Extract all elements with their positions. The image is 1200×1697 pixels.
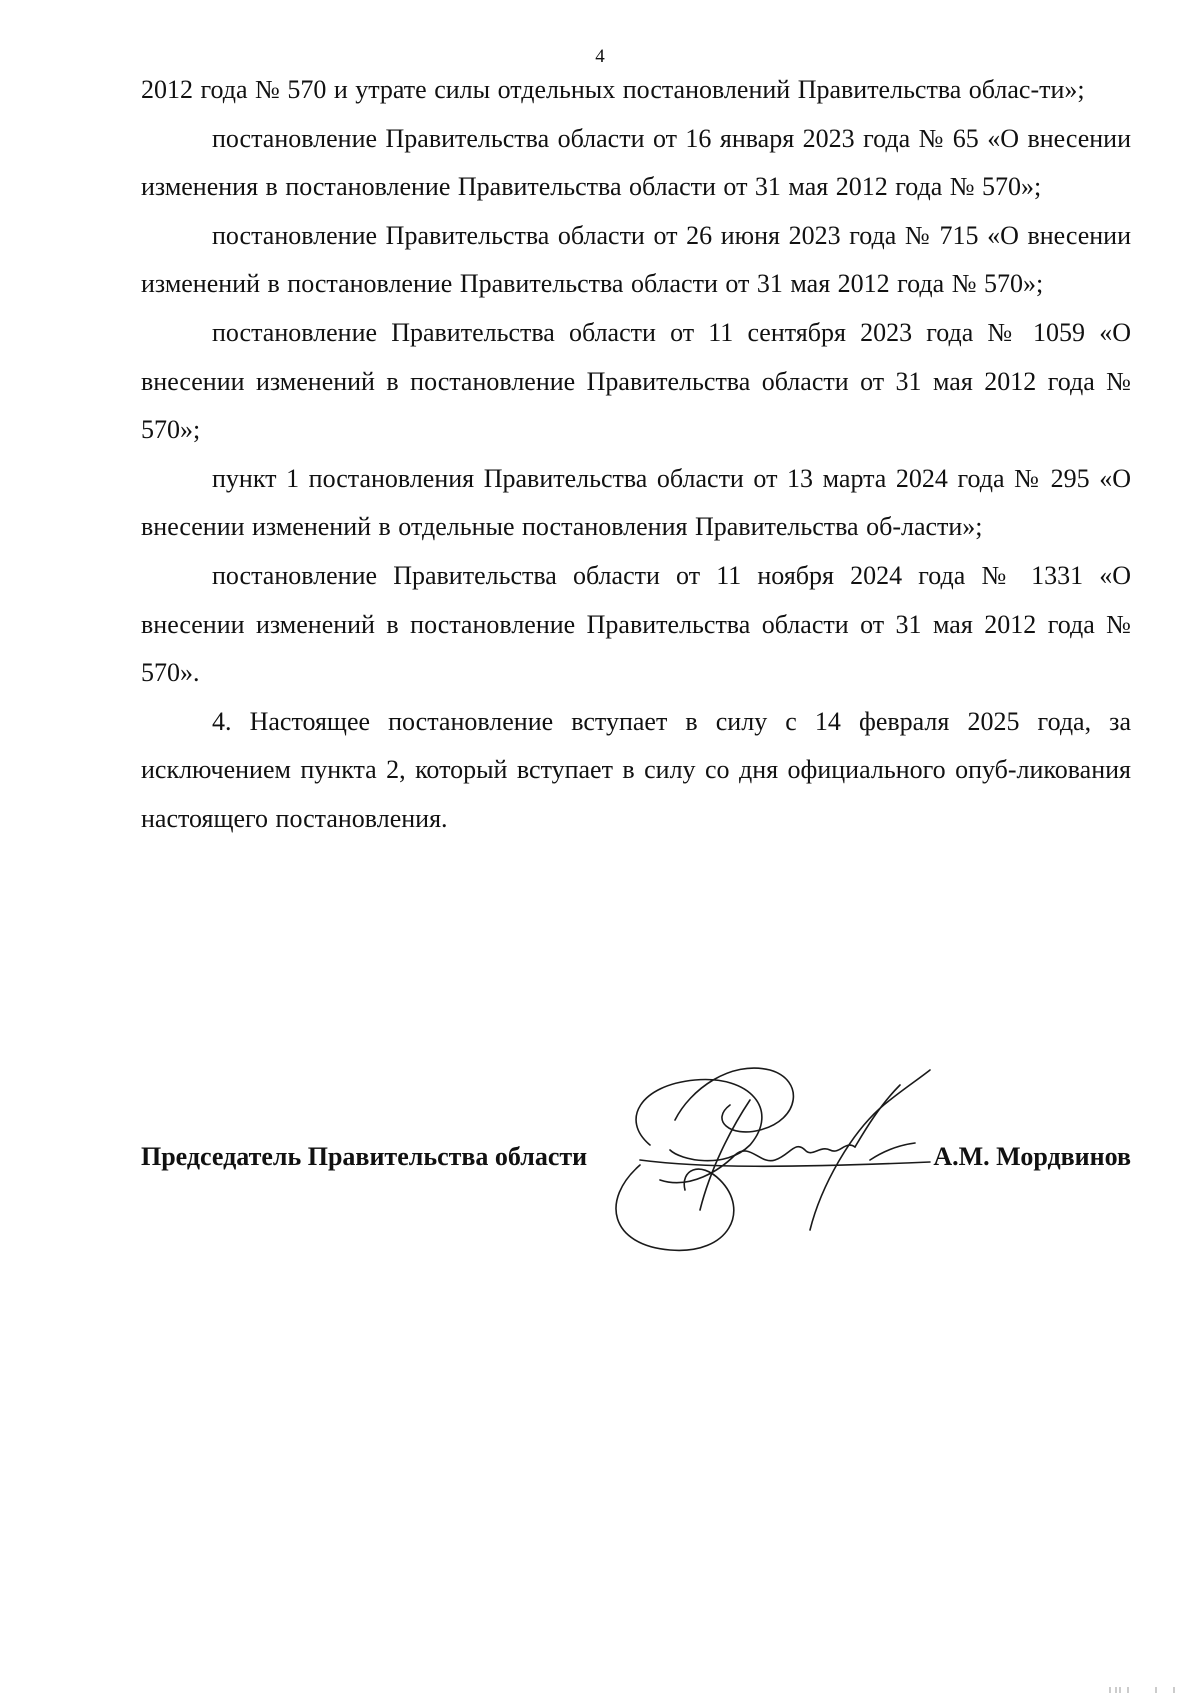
paragraph-clause-mar-2024: пункт 1 постановления Правительства области от 13 марта 2024 года № 295 «О внесении изменений в отдельные постановления Правительства об-ласти»; (141, 463, 1131, 542)
paragraph-resolution-jan-2023: постановление Правительства области от 16 января 2023 года № 65 «О внесении изменения в постановление Правительства области от 31 мая 2012 года № 570»; (141, 123, 1131, 202)
document-body (141, 66, 1131, 844)
signatory-name: А.М. Мордвинов (933, 1142, 1131, 1171)
paragraph-resolution-nov-2024: постановление Правительства области от 11 ноября 2024 года № 1331 «О внесении изменений в постановление Правительства области от 31 мая 2012 года № 570». (141, 560, 1131, 688)
signatory-title: Председатель Правительства области (141, 1142, 588, 1171)
handwritten-signature (600, 1050, 960, 1270)
paragraph-item-4-effective-date: 4. Настоящее постановление вступает в силу с 14 февраля 2025 года, за исключением пункта 2, который вступает в силу со дня официального опуб-ликования настоящего постановления. (141, 706, 1131, 833)
scan-artifact-icon (1108, 1687, 1178, 1693)
paragraph-continuation: 2012 года № 570 и утрате силы отдельных постановлений Правительства облас-ти»; (141, 75, 1085, 104)
page-number: 4 (595, 46, 605, 67)
paragraph-resolution-sep-2023: постановление Правительства области от 11 сентября 2023 года № 1059 «О внесении изменений в постановление Правительства области от 31 мая 2012 года № 570»; (141, 317, 1131, 445)
paragraph-resolution-jun-2023: постановление Правительства области от 26 июня 2023 года № 715 «О внесении изменений в постановление Правительства области от 31 мая 2012 года № 570»; (141, 220, 1131, 299)
